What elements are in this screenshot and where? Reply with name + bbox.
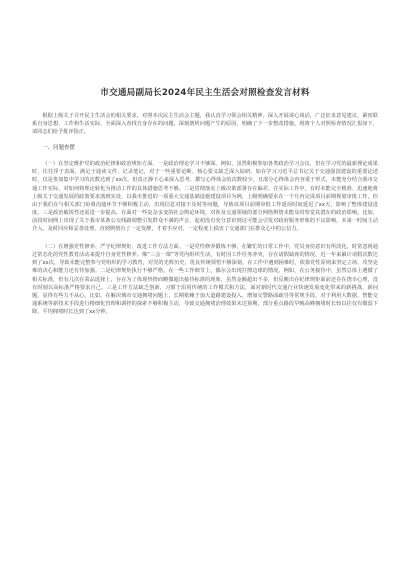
paragraph-party-spirit: （二）在增强党性修养、严守纪律规矩、改进工作方法方面。一是党性修养锻炼不够，在繁忙的日常工作中，党员身份意识有所淡化，时常忽视通过常态化的党性教育活动来提升自身党性修养。像“三会一课”等党内组织生活，有时因工作任务冲突，存在请假缺席的情况，近一年来累计请假次数达到了xx次，导致未能完整参与党组织的学习教育，对党的光辉历史、优良传统领悟不够深刻，在工作中遇到困难时，依靠党性原则来坚定立场、攻坚克难的决心和能力还有待加强。二是纪律规矩执行不够严格，在一些工作细节上，偶尔会出现打擦边球的情况。例如，在公务接待中，虽然总体上遵循了相关标准，但有几次在菜品选择上，存在为了体现热情而略微超出接待标准的现象，虽然金额超出不多，但反映出在纪律规矩面前还存在侥幸心理，没有时刻以高标准严格要求自己。三是工作方法缺乏创新，习惯于沿用传统的工作模式和方法，面对新时代交通行业快速发展变化带来的新挑战、新问题，显得有些力不从心。比如，在解决城市交通拥堵问题上，长期依赖于加大道路建设投入、增加交警路面疏导等常规手段，对于利用大数据、智能交通系统等新技术手段进行精细化管理和调控的探索不够积极主动，导致交通拥堵治理效果未达预期，部分重点路段早晚高峰拥堵时长较以往仅有微弱下降，平均拥堵时长达到了xx分钟。 [32, 244, 378, 315]
section-heading-problems: 一、问题查摆 [42, 145, 75, 152]
document-body [32, 112, 378, 316]
intro-paragraph: 根据上级关于召开民主生活会的相关要求，对照本次民主生活会主题，我认真学习领会相关精神，深入开展谈心谈话，广泛征求意见建议，紧密联系自身思想、工作和生活实际，全面深入查找自身存在的问题，深刻剖析问题产生的原因，明确了下一步整改措施。现将个人对照检查情况汇报如下，请同志们给予批评指正。 [32, 113, 378, 136]
paragraph-political-discipline: （一）在坚定维护党的政治纪律和政治规矩方面。一是政治理论学习不够深。例如，虽然积极参加各类政治学习会议，但在学习党的最新理论成果时，往往浮于表面，满足于通读文件、记录笔记，对于一些重要论断、核心要义缺乏深入钻研。如在学习习近平总书记关于交通强国建设的重要论述时，仅是参加集中学习的次数达到了xx次，但真正静下心来深入思考、撰写心得体会的次数较少，且部分心得体会内容重于形式，未能充分结合我市交通工作实际，对如何将理论转化为推动工作的具体措施思考不够。二是贯彻落实上级决策部署存在偏差。在实际工作中，有时未能完全精准、迅速地将上级关于交通发展的政策要求落到实处，以我市推进的一项重大交通基础设施建设项目为例，上级明确要求在一个月内完成项目前期规划审批工作，但由于我们在与相关部门协调沟通环节不够积极主动，出现信息对接不及时等问题，导致该项目前期审批工作延误时间延迟了xx天，影响了整体建设进度。三是政治敏锐性还需进一步提高。在面对一些复杂多变的社会舆论环境，对涉及交通领域的部分网络舆情未能及时察觉其潜在的政治影响。比如，前段时间网上出现了关于我市某条公交线路调整引发群众不满的声音，起初没有充分意识到这可能会引发对政府服务形象的不良影响，未第一时间主动介入，及时回应和妥善处理，直到舆情有了一定发酵，才着手应对，一定程度上损害了交通部门在群众心中的公信力。 [32, 161, 378, 233]
document-title: 市交通局副局长2024年民主生活会对照检查发言材料 [100, 88, 310, 98]
